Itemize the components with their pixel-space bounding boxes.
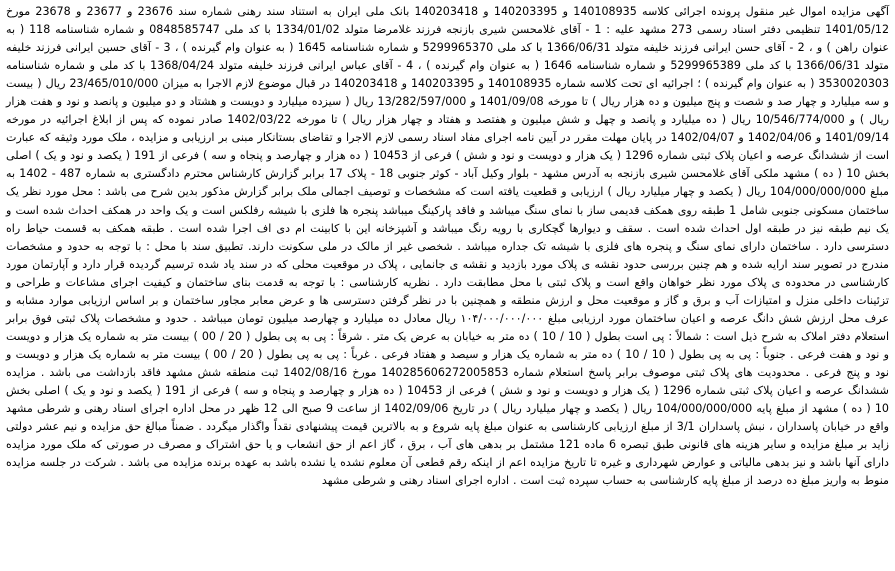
auction-notice-text: آگهی مزایده اموال غیر منقول پرونده اجرائی کلاسه 140108935 و 140203395 و 140203418 بانک ملی ایران به استناد سند رهنی شماره سند 23676 و 23677 و 23678 مورخ 1401/05/12 تنظیمی دفتر اسناد رسمی 273 مشهد علیه : 1 - آقای غلامحسن شیری بازنجه فرزند غلامرضا متولد 1334/01/02 با کد ملی 0848585747 و شماره شناسنامه 118 ( به عنوان راهن ) و ، 2 - آقای حسن ایرانی فرزند خلیفه متولد 1366/06/31 با کد ملی 5299965370 و شماره شناسنامه 1645 ( به عنوان وام گیرنده ) ، 3 - آقای حسین ایرانی فرزند خلیفه متولد 1366/06/31 با کد ملی 5299965389 و شماره شناسنامه 1646 ( به عنوان وام گیرنده ) ، 4 - آقای عباس ایرانی فرزند خلیفه متولد 1368/04/24 با کد ملی و شماره شناسنامه 3530020303 ( به عنوان وام گیرنده ) ؛ اجرائیه ای تحت کلاسه شماره 140108935 و 140203395 و 140203418 در قبال موضوع لازم الاجرا به میزان 23/465/010/000 ریال ( بیست و سه میلیارد و چهار صد و شصت و پنج میلیون و ده هزار ریال ) تا مورخه 1401/09/08 و 13/282/597/000 ریال ( سیزده میلیارد و دویست و هشتاد و دو میلیون و پانصد و نود و هفت هزار ریال ) و 10/546/774/000 ریال ( ده میلیارد و پانصد و چهل و شش میلیون و هفتصد و هفتاد و چهار هزار ریال ) تا مورخه 1402/03/22 صادر نموده که پس از ابلاغ اجرائیه در مورخه 1401/09/14 و 1402/04/06 و 1402/04/07 در پایان مهلت مقرر در آیین نامه اجرای مفاد اسناد رسمی لازم الاجرا و تقاضای بستانکار مبنی بر ارزیابی و مزایده ، ملک مورد وثیقه که عبارت است از ششدانگ عرصه و اعیان پلاک ثبتی شماره 1296 ( یک هزار و دویست و نود و شش ) فرعی از 10453 ( ده هزار و چهارصد و پنجاه و سه ) فرعی از 191 ( یکصد و نود و یک ) اصلی بخش 10 ( ده ) مشهد ملکی آقای غلامحسن شیری بازنجه به آدرس مشهد - بلوار وکیل آباد - کوثر جنوبی 18 - پلاک 17 برابر گزارش کارشناس محترم دادگستری به شماره 487 - 1402 به مبلغ 104/000/000/000 ریال ( یکصد و چهار میلیارد ریال ) ارزیابی و قطعیت یافته است که مشخصات و توصیف اجمالی ملک برابر گزارش مذکور بدین شرح می باشد : محل مورد نظر یک ساختمان مسکونی جنوبی شامل 1 طبقه روی همکف قدیمی ساز با نمای سنگ میباشد و فاقد پارکینگ میباشد پنجره ها فلزی با شیشه رفلکس است و یک واحد در همکف احداث شده است و یک نیم طبقه نیز در طبقه اول احداث شده است . سقف و دیوارها گچکاری با رویه رنگ میباشد و آشپزخانه این با کابینت ام دی اف اجرا شده است . طبقه همکف به قسمت حیاط راه دسترسی دارد . ساختمان دارای نمای سنگ و پنجره های فلزی با شیشه تک جداره میباشد . شخصی غیر از مالک در ملی سکونت دارند. تطبیق سند با محل : با توجه به حدود و مشخصات مندرج در تصویر سند ارایه شده و هم چنین بررسی حدود نقشه ی پلاک مورد بازدید و نقشه ی جانمایی ، پلاک در موقعیت محلی که در سند یاد شده ترسیم گردیده قرار دارد و آپارتمان مورد کارشناسی در محدوده ی پلاک مورد نظر خواهان واقع است و پلاک ثبتی با محل مطابقت دارد . نظریه کارشناسی : با توجه به قدمت بنای ساختمان و کیفیت اجرای مشاعات و طراحی و تزئینات داخلی منزل و امتیازات آب و برق و گاز و موقعیت محل و ارزش منطقه و همچنین با در نظر گرفتن دسترسی ها و عرض معابر مجاور ساختمان و بر اساس ارزیابی موارد مشابه و عرف محل ارزش شش دانگ عرصه و اعیان ساختمان مورد ارزیابی مبلغ ۱۰۴/۰۰۰/۰۰۰/۰۰۰ ریال معادل ده میلیارد و چهارصد میلیون تومان میباشد . حدود و مشخصات پلاک ثبتی فوق برابر استعلام دفتر املاک به شرح ذیل است : شمالاً : پی است بطول ( 10 / 10 ) ده متر به خیابان به عرض یک متر . شرقاً : پی به پی بطول ( 20 / 00 ) بیست متر به شماره یک هزار و دویست و نود و هفت فرعی . جنوباً : پی به پی بطول ( 10 / 10 ) ده متر به شماره یک هزار و سیصد و هفتاد فرعی . غرباً : پی به پی بطول ( 20 / 00 ) بیست متر به شماره یک هزار و دویست و نود و پنج فرعی . محدودیت های پلاک ثبتی موصوف برابر پاسخ استعلام شماره 140285606272005853 مورخ 1402/08/16 ثبت منطقه شش مشهد فاقد بازداشت می باشد . مزایده ششدانگ عرصه و اعیان پلاک ثبتی شماره 1296 ( یک هزار و دویست و نود و شش ) فرعی از 10453 ( ده هزار و چهارصد و پنجاه و سه ) فرعی از 191 ( یکصد و نود و یک ) اصلی بخش 10 ( ده ) مشهد از مبلغ پایه 104/000/000/000 ریال ( یکصد و چهار میلیارد ریال ) در تاریخ 1402/09/06 از ساعت 9 صبح الی 12 ظهر در محل اداره اجرای اسناد رهنی و شرطی مشهد واقع در خیابان پاسداران ، نبش پاسداران 3/1 از مبلغ ارزیابی کارشناسی به عنوان مبلغ پایه شروع و به بالاترین قیمت پیشنهادی نقداً واگذار میگردد . ضمناً مبالغ حق مزایده و نیم عشر دولتی زاید بر مبلغ مزایده و سایر هزینه های قانونی طبق تبصره 6 ماده 121 مشتمل بر بدهی های آب ، برق ، گاز اعم از حق انشعاب و یا حق اشتراک و مصرف در صورتی که ملک مورد مزایده دارای آنها باشد و نیز بدهی مالیاتی و عوارض شهرداری و غیره تا تاریخ مزایده اعم از اینکه رقم قطعی آن معلوم نشده یا نشده باشد به عهده برنده مزایده می باشد . شرکت در جلسه مزایده منوط به واریز مبلغ ده درصد از مبلغ پایه کارشناسی به حساب سپرده ثبت است . اداره اجرای اسناد رهنی و شرطی مشهد xyxy=(6,5,890,488)
